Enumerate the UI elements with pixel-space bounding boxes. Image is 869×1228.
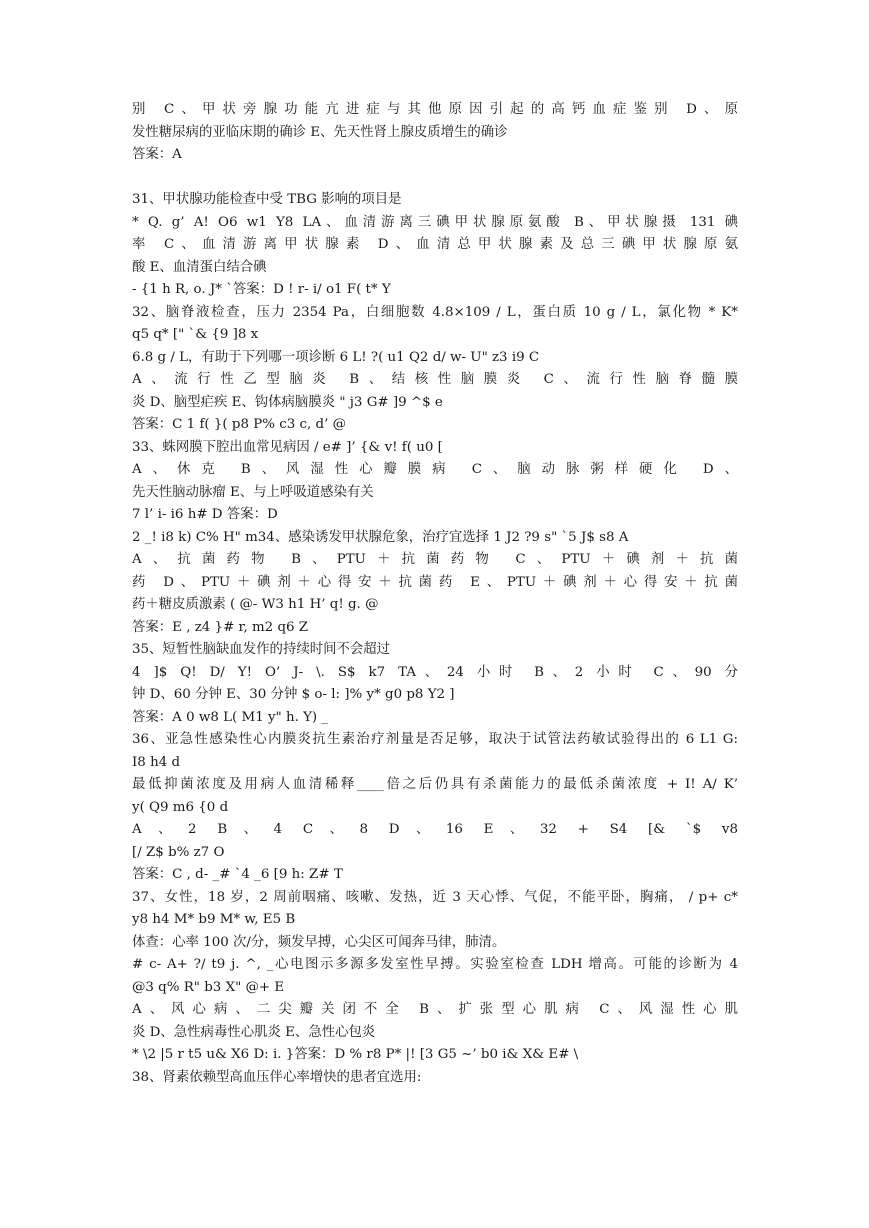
text-line: A、流行性乙型脑炎 B、结核性脑膜炎 C、流行性脑脊髓膜: [132, 372, 738, 387]
text-line: A、抗菌药物 B、PTU＋抗菌药物 C、PTU＋碘剂＋抗菌: [132, 552, 738, 567]
text-line: # c- A+ ?/ t9 j. ^, _心电图示多源多发室性早搏。实验室检查 LDH 增高。可能的诊断为 4: [132, 957, 738, 972]
text-line: 4 ]$ Q! D/ Y! O’ J- \. S$ k7 TA、24 小时 B、2 小时 C、90 分: [132, 664, 738, 680]
text-line: 炎 D、急性病毒性心肌炎 E、急性心包炎: [132, 1024, 376, 1040]
text-line: A、风心病、二尖瓣关闭不全 B、扩张型心肌病 C、风湿性心肌: [132, 1002, 738, 1017]
text-line: 别 C、甲状旁腺功能亢进症与其他原因引起的高钙血症鉴别 D、原: [132, 102, 738, 117]
text-line: 钟 D、60 分钟 E、30 分钟 $ o- l: ]% y* g0 p8 Y2 ]: [132, 687, 455, 702]
text-line: 率 C、血清游离甲状腺素 D、血清总甲状腺素及总三碘甲状腺原氨: [132, 237, 738, 252]
text-line: @3 q% R" b3 X" @+ E: [132, 979, 285, 995]
text-line: 酸 E、血清蛋白结合碘: [132, 259, 267, 275]
question-title: 38、肾素依赖型高血压伴心率增快的患者宜选用:: [132, 1069, 422, 1085]
text-line: y( Q9 m6 {0 d: [132, 799, 229, 815]
answer-line: 答案：A: [132, 147, 182, 162]
answer-line: 7 l’ i- i6 h# D 答案：D: [132, 507, 278, 522]
question-title: 37、女性，18 岁，2 周前咽痛、咳嗽、发热，近 3 天心悸、气促，不能平卧，胸痛， / p+ c*: [132, 889, 738, 905]
answer-line: - {1 h R, o. J* `答案：D ! r- i/ o1 F( t* Y: [132, 282, 391, 297]
text-line: 先天性脑动脉瘤 E、与上呼吸道感染有关: [132, 484, 374, 500]
blank-line: [132, 167, 738, 190]
text-line: 药＋糖皮质激素 ( @- W3 h1 H’ q! g. @: [132, 597, 379, 612]
answer-line: 答案：A 0 w8 L( M1 y" h. Y) _: [132, 709, 329, 725]
text-line: q5 q* [" `& {9 ]8 x: [132, 327, 259, 342]
answer-line: 答案：C 1 f( }( p8 P% c3 c, d’ @: [132, 417, 346, 432]
answer-line: 答案：C , d- _# `4 _6 [9 h: Z# T: [132, 867, 343, 882]
text-line: 6.8 g / L，有助于下列哪一项诊断 6 L! ?( u1 Q2 d/ w- U" z3 i9 C: [132, 349, 540, 365]
question-title: 31、甲状腺功能检查中受 TBG 影响的项目是: [132, 192, 402, 207]
text-line: 发性糖尿病的亚临床期的确诊 E、先天性肾上腺皮质增生的确诊: [132, 124, 508, 140]
text-line: 最低抑菌浓度及用病人血清稀释____倍之后仍具有杀菌能力的最低杀菌浓度 + I! A/ K’: [132, 777, 738, 792]
text-line: 药 D、PTU＋碘剂＋心得安＋抗菌药 E、PTU＋碘剂＋心得安＋抗菌: [132, 574, 738, 590]
text-line: 炎 D、脑型疟疾 E、钩体病脑膜炎 " j3 G# ]9 ^$ e: [132, 394, 443, 410]
text-line: I8 h4 d: [132, 754, 181, 770]
text-line: 体查：心率 100 次/分，频发早搏，心尖区可闻奔马律，肺清。: [132, 934, 506, 950]
question-title: 32、脑脊液检查，压力 2354 Pa，白细胞数 4.8×109 / L，蛋白质 10 g / L，氯化物 * K*: [132, 304, 738, 320]
question-title: 33、蛛网膜下腔出血常见病因 / e# ]’ {& v! f( u0 [: [132, 439, 443, 455]
answer-line: * \2 |5 r t5 u& X6 D: i. }答案：D % r8 P* |! [3 G5 ~’ b0 i& X& E# \: [132, 1047, 579, 1062]
question-title: 2 _! i8 k) C% H" m34、感染诱发甲状腺危象，治疗宜选择 1 J2 ?9 s" `5 J$ s8 A: [132, 529, 629, 545]
document-body: [132, 99, 738, 1089]
text-line: y8 h4 M* b9 M* w, E5 B: [132, 912, 296, 927]
text-line: A、2 B、4 C、8 D、16 E、32 + S4 [& `$ v8: [132, 822, 738, 837]
text-line: A、休克 B、风湿性心瓣膜病 C、脑动脉粥样硬化 D、: [132, 462, 738, 477]
text-line: [/ Z$ b% z7 O: [132, 844, 225, 860]
question-title: 35、短暂性脑缺血发作的持续时间不会超过: [132, 642, 391, 657]
answer-line: 答案：E , z4 }# r, m2 q6 Z: [132, 619, 309, 635]
question-title: 36、亚急性感染性心内膜炎抗生素治疗剂量是否足够，取决于试管法药敏试验得出的 6 L1 G:: [132, 732, 738, 747]
text-line: * Q. g’ A! O6 w1 Y8 LA、血清游离三碘甲状腺原氨酸 B、甲状腺摄 131 碘: [132, 214, 738, 230]
